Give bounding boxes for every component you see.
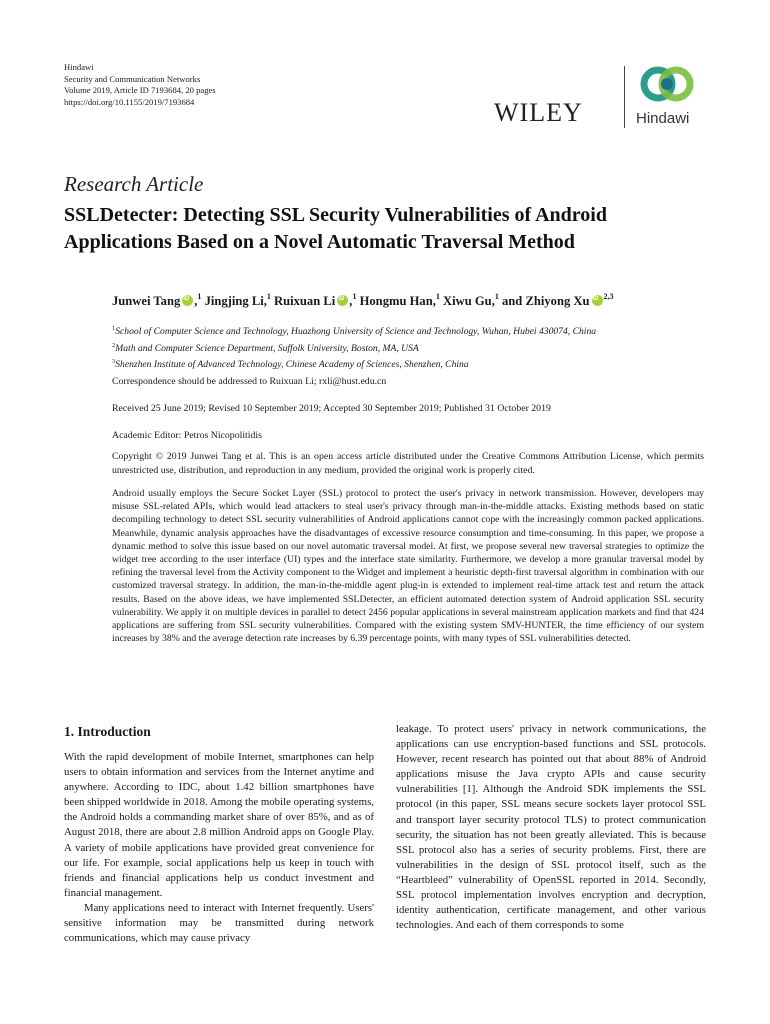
orcid-icon[interactable] (592, 295, 603, 306)
author-list: Junwei Tang iD ,$^1$ Jingjing Li,$^1$ Ruixuan Li iD ,$^1$ Hongmu Han,$^1$ Xiwu Gu,$^1$ and Zhiyong Xu iD $^{2,3}$ (112, 292, 732, 309)
publisher-name: Hindawi (64, 62, 94, 72)
section-heading-introduction: 1. Introduction (64, 724, 151, 739)
author-name: Ruixuan Li (274, 294, 336, 308)
affiliation-number: 2 (112, 341, 116, 349)
abstract: Android usually employs the Secure Socket Layer (SSL) protocol to protect the user's privacy in network transmission. However, developers may misuse SSL-related APIs, which would lead attackers to steal user's privacy through man-in-the-middle attacks. Existing methods based on static decompiling technology to detect SSL security vulnerabilities of Android applications cannot cope with the increasingly common packed applications. Meanwhile, dynamic analysis approaches have the disadvantages of excessive resource consumption and time-consuming. In this paper, we propose a dynamic method to solve this issue based on our novel automatic traversal model. At first, we propose several new traversal strategies to optimize the widget tree according to the user interface (UI) types and the interface state similarity. Furthermore, we develop a more granular traversal model by refining the traversal level from the Activity component to the Widget and implement a heuristic depth-first traversal algorithm in combination with our customized traversal strategy. In addition, the man-in-the-middle agent plug-in is extended to implement real-time attack test and return the attack results. Based on the above ideas, we have implemented SSLDetecter, an efficient automated detection system of Android application SSL security vulnerability. We apply it on multiple devices in parallel to detect 2456 popular applications in several mainstream application markets and find that 424 applications are suffering from SSL security vulnerabilities. Compared with the existing system SMV-HUNTER, the time efficiency of our system increases by 38% and the average detection rate increases by 6.39 percentage points, with many types of SSL vulnerabilities detected. (112, 488, 704, 645)
academic-editor: Academic Editor: Petros Nicopolitidis (112, 430, 262, 441)
title-line-1: SSLDetecter: Detecting SSL Security Vulnerabilities of Android (64, 204, 607, 226)
title-line-2: Applications Based on a Novel Automatic Traversal Method (64, 231, 575, 253)
orcid-icon[interactable] (337, 295, 348, 306)
article-title (64, 202, 724, 256)
author-name: Junwei Tang (112, 294, 181, 308)
author-affil: 2,3 (603, 292, 614, 301)
author-name: and Zhiyong Xu (502, 294, 590, 308)
publication-dates: Received 25 June 2019; Revised 10 September 2019; Accepted 30 September 2019; Published 31 October 2019 (112, 403, 551, 414)
affiliation-number: 1 (112, 325, 116, 332)
author-name: Xiwu Gu, (443, 294, 495, 308)
author-affil: 1 (352, 292, 357, 301)
affiliation-text: Math and Computer Science Department, Suffolk University, Boston, MA, USA (115, 342, 419, 354)
affiliations (112, 322, 596, 372)
affiliation-item (112, 339, 596, 356)
journal-header (64, 62, 216, 108)
article-type: Research Article (64, 172, 204, 196)
wiley-logo: WILEY (494, 98, 583, 127)
copyright-notice: Copyright © 2019 Junwei Tang et al. This is an open access article distributed under the Creative Commons Attribution License, which permits unrestricted use, distribution, and reproduction in any medium, provided the original work is properly cited. (112, 451, 704, 476)
correspondence: Correspondence should be addressed to Ruixuan Li; rxli@hust.edu.cn (112, 376, 387, 387)
hindawi-logo-text: Hindawi (636, 110, 690, 127)
logo-divider (624, 66, 625, 128)
affiliation-text: School of Computer Science and Technology, Huazhong University of Science and Technology, Wuhan, Hubei 430074, China (115, 326, 597, 337)
author-affil: 1 (494, 292, 499, 301)
author-affil: 1 (266, 292, 271, 301)
doi-link[interactable]: https://doi.org/10.1155/2019/7193684 (64, 96, 195, 107)
hindawi-logo-icon (636, 64, 698, 108)
affiliation-number: 3 (112, 358, 116, 365)
paragraph: With the rapid development of mobile Internet, smartphones can help users to obtain information and services from the Internet anytime and anywhere. According to IDC, about 1.42 billion smartphones have been shipped worldwide in 2018. Among the mobile operating systems, the Android holds a commanding market share of over 85%, and as of August 2018, there are about 2.8 million Android apps on Google Play. A variety of mobile applications have provided great convenience for our life. For example, social applications help us keep in touch with friends and financial applications help us conduct investment and financial management. (64, 751, 374, 899)
body-column-left (64, 750, 374, 946)
orcid-icon[interactable] (182, 295, 193, 306)
journal-name: Security and Communication Networks (64, 73, 201, 84)
affiliation-item (112, 355, 596, 372)
paragraph: leakage. To protect users' privacy in network communications, the applications can use encryption-based functions and SSL protocols. However, recent research has pointed out that about 88% of Android applications misuse the Java crypto APIs and cause security vulnerabilities [1]. Although the Android SDK implements the SSL protocol (in this paper, SSL means secure sockets layer protocol SSL and transport layer security protocol TLS) to protect communication security, the situation has not been greatly alleviated. This is because SSL protocol also has a series of security problems. First, there are vulnerabilities in the design of SSL protocol itself, such as the “Heartbleed” vulnerability of OpenSSL reported in 2014. Secondly, SSL protocol implementation involves encryption and decryption, identity authentication, certificate management, and other various technologies. And each of them corresponds to some (396, 723, 706, 932)
affiliation-text: Shenzhen Institute of Advanced Technology, Chinese Academy of Sciences, Shenzhen, China (115, 359, 469, 370)
affiliation-item (112, 322, 596, 339)
author-name: Hongmu Han, (359, 294, 436, 308)
author-affil: 1 (197, 292, 202, 301)
body-column-right (396, 722, 706, 933)
author-name: Jingjing Li, (204, 294, 267, 308)
author-affil: 1 (435, 292, 440, 301)
paragraph: Many applications need to interact with Internet frequently. Users' sensitive information may be transmitted during network communications, which may cause privacy (64, 901, 374, 945)
volume-info: Volume 2019, Article ID 7193684, 20 pages (64, 85, 216, 95)
